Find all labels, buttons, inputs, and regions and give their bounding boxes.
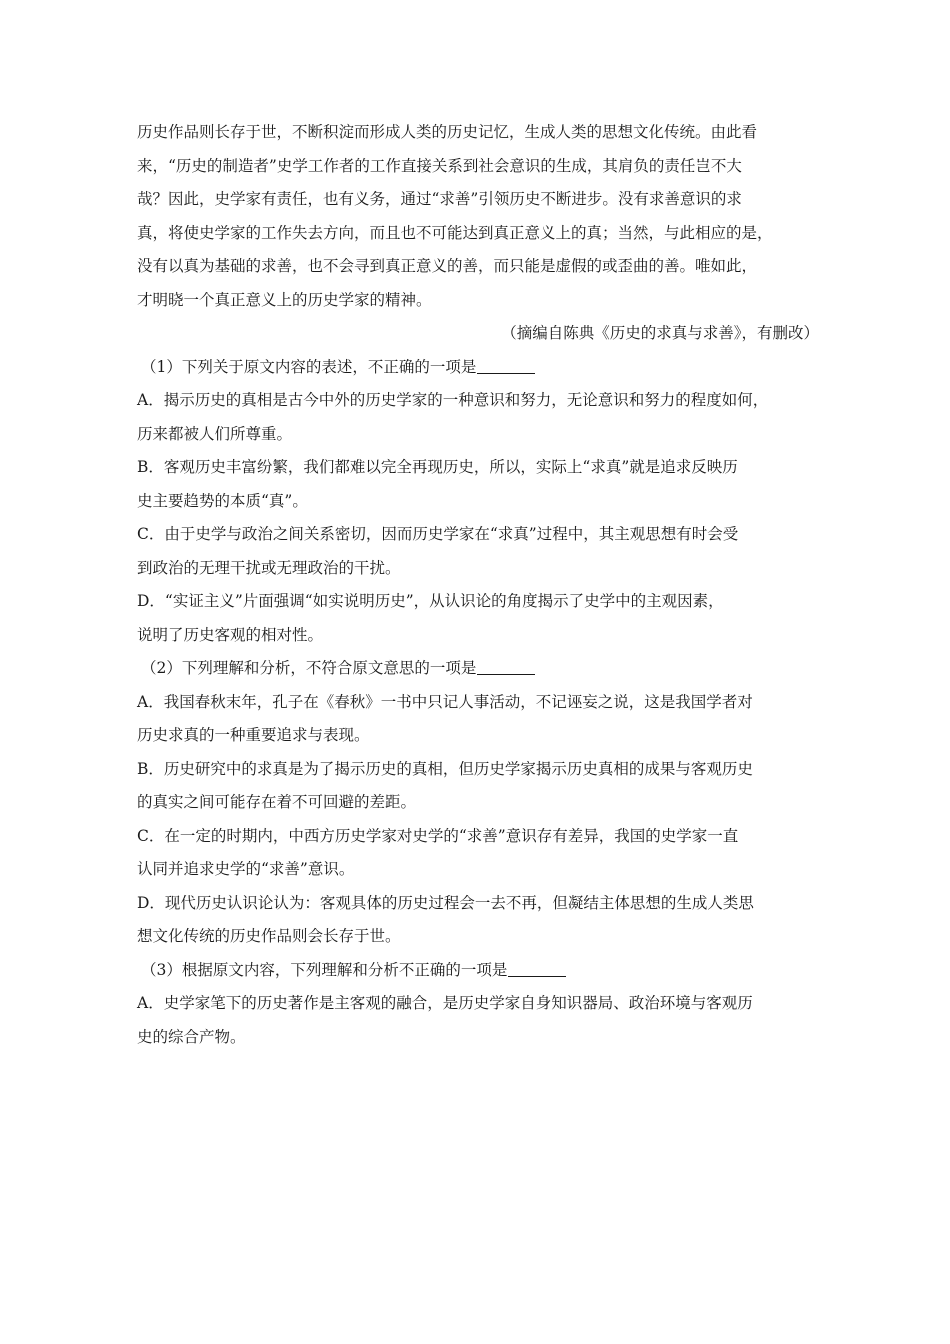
question-stem-text: （2）下列理解和分析，不符合原文意思的一项是 (141, 659, 477, 677)
document-content (137, 116, 827, 1054)
passage-line: 才明晓一个真正意义上的历史学家的精神。 (137, 290, 432, 309)
passage-source: （摘编自陈典《历史的求真与求善》，有删改） (501, 324, 819, 342)
question-1 (137, 351, 827, 653)
question-2 (137, 652, 827, 954)
passage-line: 哉？因此，史学家有责任，也有义务，通过“求善”引领历史不断进步。没有求善意识的求 (137, 190, 742, 208)
option-c-line-1: C．在一定的时期内，中西方历史学家对史学的“求善”意识存有差异，我国的史学家一直 (137, 826, 739, 845)
question-3 (137, 954, 827, 1055)
option-d-line-1: D．“实证主义”片面强调“如实说明历史”，从认识论的角度揭示了史学中的主观因素， (137, 592, 724, 610)
passage-line: 来，“历史的制造者”史学工作者的工作直接关系到社会意识的生成，其肩负的责任岂不大 (137, 156, 742, 175)
answer-blank[interactable] (477, 355, 535, 374)
question-stem-text: （1）下列关于原文内容的表述，不正确的一项是 (141, 357, 477, 376)
option-b-line-2: 的真实之间可能存在着不可回避的差距。 (137, 793, 417, 811)
option-d-line-2: 想文化传统的历史作品则会长存于世。 (137, 927, 401, 945)
option-b-line-1: B．历史研究中的求真是为了揭示历史的真相，但历史学家揭示历史真相的成果与客观历史 (137, 759, 753, 778)
option-a-line-2: 历史求真的一种重要追求与表现。 (137, 726, 370, 744)
option-c-line-2: 认同并追求史学的“求善”意识。 (137, 860, 355, 878)
question-stem (137, 652, 827, 686)
passage-line: 没有以真为基础的求善，也不会寻到真正意义的善，而只能是虚假的或歪曲的善。唯如此， (137, 257, 758, 275)
answer-blank[interactable] (477, 656, 535, 675)
answer-blank[interactable] (508, 958, 566, 977)
passage-line: 历史作品则长存于世，不断积淀而形成人类的历史记忆，生成人类的思想文化传统。由此看 (137, 123, 758, 141)
option-d-line-1: D．现代历史认识论认为：客观具体的历史过程会一去不再，但凝结主体思想的生成人类思 (137, 893, 754, 912)
question-stem (137, 954, 827, 988)
option-a-line-1: A．我国春秋末年，孔子在《春秋》一书中只记人事活动，不记诬妄之说，这是我国学者对 (137, 692, 753, 711)
passage-line: 真，将使史学家的工作失去方向，而且也不可能达到真正意义上的真；当然，与此相应的是， (137, 223, 773, 242)
option-a-line-1: A．史学家笔下的历史著作是主客观的融合，是历史学家自身知识器局、政治环境与客观历 (137, 994, 753, 1012)
option-c-line-1: C．由于史学与政治之间关系密切，因而历史学家在“求真”过程中，其主观思想有时会受 (137, 525, 739, 543)
option-a-line-2: 史的综合产物。 (137, 1027, 246, 1046)
passage (137, 116, 827, 351)
question-stem-text: （3）根据原文内容，下列理解和分析不正确的一项是 (141, 960, 508, 979)
option-a-line-1: A．揭示历史的真相是古今中外的历史学家的一种意识和努力，无论意识和努力的程度如何， (137, 391, 769, 409)
option-b-line-2: 史主要趋势的本质“真”。 (137, 491, 308, 510)
option-c-line-2: 到政治的无理干扰或无理政治的干扰。 (137, 558, 401, 577)
option-a-line-2: 历来都被人们所尊重。 (137, 424, 293, 443)
option-b-line-1: B．客观历史丰富纷繁，我们都难以完全再现历史，所以，实际上“求真”就是追求反映历 (137, 458, 738, 476)
option-d-line-2: 说明了历史客观的相对性。 (137, 625, 324, 644)
question-stem (137, 351, 827, 385)
